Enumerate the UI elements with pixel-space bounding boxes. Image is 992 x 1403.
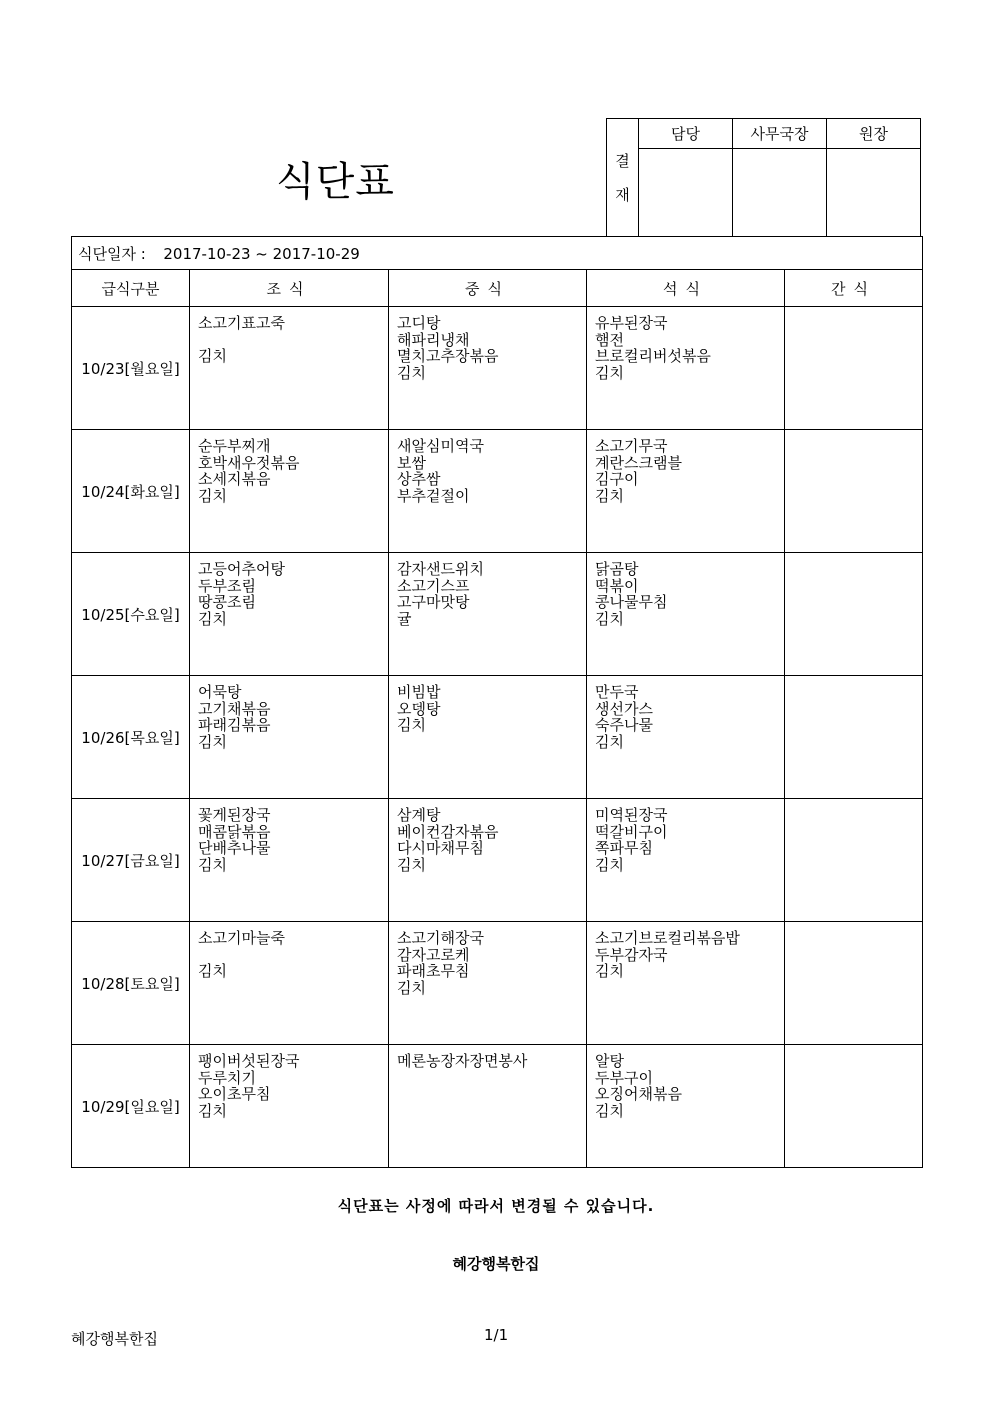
breakfast-cell — [190, 676, 389, 799]
menu-item: 김치 — [595, 732, 624, 751]
approval-sign-manager — [639, 149, 733, 237]
menu-item: 메론농장자장면봉사 — [397, 1052, 528, 1070]
period-row — [72, 237, 923, 270]
menu-item: 김치 — [595, 363, 624, 382]
menu-item: 김치 — [595, 1101, 624, 1120]
lunch-cell — [389, 922, 587, 1045]
menu-item: 두루치기 — [198, 1068, 256, 1087]
dinner-cell — [587, 799, 785, 922]
menu-item: 소고기표고죽 — [198, 314, 285, 332]
menu-table — [71, 236, 923, 1168]
menu-item: 보쌈 — [397, 453, 426, 472]
menu-item — [198, 947, 388, 964]
menu-item: 생선가스 — [595, 699, 653, 718]
snack-cell — [785, 553, 923, 676]
menu-item: 고구마맛탕 — [397, 593, 470, 611]
menu-item: 다시마채무침 — [397, 839, 484, 857]
page-number: 1/1 — [484, 1326, 509, 1344]
menu-item: 김치 — [595, 486, 624, 505]
menu-item: 계란스크램블 — [595, 453, 682, 472]
approval-sign-director — [827, 149, 921, 237]
menu-item: 미역된장국 — [595, 806, 668, 824]
menu-item: 고디탕 — [397, 314, 441, 332]
day-row — [72, 307, 923, 430]
change-notice: 식단표는 사정에 따라서 변경될 수 있습니다. — [337, 1197, 655, 1215]
lunch-cell — [389, 799, 587, 922]
menu-item: 김치 — [198, 347, 227, 365]
menu-item: 꽃게된장국 — [198, 806, 271, 824]
column-header-snack: 간식 — [785, 270, 923, 307]
menu-item: 브로컬리버섯볶음 — [595, 347, 711, 365]
menu-item: 소고기스프 — [397, 576, 470, 595]
menu-item: 쪽파무침 — [595, 839, 653, 857]
day-label: 10/27[금요일] — [72, 799, 190, 922]
dinner-cell — [587, 307, 785, 430]
approval-label-line2: 재 — [615, 185, 630, 204]
menu-item: 김치 — [397, 716, 426, 734]
menu-item: 단배추나물 — [198, 839, 271, 857]
menu-item: 고기채볶음 — [198, 699, 271, 718]
snack-cell — [785, 922, 923, 1045]
approval-sign-secretary — [733, 149, 827, 237]
menu-item: 소고기무국 — [595, 437, 668, 455]
snack-cell — [785, 1045, 923, 1168]
menu-item: 팽이버섯된장국 — [198, 1052, 300, 1070]
menu-item: 김치 — [198, 1101, 227, 1120]
menu-item: 김치 — [397, 363, 426, 382]
menu-item: 어묵탕 — [198, 683, 242, 701]
menu-item: 베이컨감자볶음 — [397, 822, 499, 841]
column-header-lunch: 중식 — [389, 270, 587, 307]
approval-label-line1: 결 — [615, 151, 630, 170]
menu-item: 오뎅탕 — [397, 699, 441, 718]
column-header-dinner: 석식 — [587, 270, 785, 307]
menu-item: 김치 — [397, 855, 426, 874]
menu-item: 콩나물무침 — [595, 593, 668, 611]
lunch-cell — [389, 307, 587, 430]
day-row — [72, 922, 923, 1045]
breakfast-cell — [190, 1045, 389, 1168]
menu-item: 만두국 — [595, 683, 639, 701]
menu-item: 오이초무침 — [198, 1085, 271, 1103]
menu-item: 상추쌈 — [397, 470, 441, 488]
menu-item: 두부구이 — [595, 1068, 653, 1087]
page-title: 식단표 — [276, 159, 395, 205]
day-label: 10/24[화요일] — [72, 430, 190, 553]
breakfast-cell — [190, 553, 389, 676]
menu-item: 김치 — [397, 978, 426, 997]
approval-box — [606, 118, 921, 237]
column-header-category: 급식구분 — [72, 270, 190, 307]
snack-cell — [785, 307, 923, 430]
menu-item: 알탕 — [595, 1052, 624, 1070]
breakfast-cell — [190, 922, 389, 1045]
menu-item: 닭곰탕 — [595, 560, 639, 578]
breakfast-cell — [190, 307, 389, 430]
menu-item: 햄전 — [595, 330, 624, 349]
approval-role-manager: 담당 — [639, 119, 733, 149]
day-row — [72, 1045, 923, 1168]
menu-item: 땅콩조림 — [198, 593, 256, 611]
snack-cell — [785, 676, 923, 799]
lunch-cell — [389, 1045, 587, 1168]
menu-item: 떡갈비구이 — [595, 822, 668, 841]
day-label: 10/25[수요일] — [72, 553, 190, 676]
menu-item: 김구이 — [595, 470, 639, 488]
menu-item: 오징어채볶음 — [595, 1085, 682, 1103]
dinner-cell — [587, 553, 785, 676]
menu-item: 귤 — [397, 609, 412, 628]
menu-item: 김치 — [595, 609, 624, 628]
menu-item: 소세지볶음 — [198, 470, 271, 488]
dinner-cell — [587, 676, 785, 799]
menu-item: 순두부찌개 — [198, 437, 271, 455]
approval-role-secretary: 사무국장 — [733, 119, 827, 149]
snack-cell — [785, 430, 923, 553]
menu-item: 소고기해장국 — [397, 929, 484, 947]
menu-item: 매콤닭볶음 — [198, 822, 271, 841]
lunch-cell — [389, 676, 587, 799]
day-label: 10/28[토요일] — [72, 922, 190, 1045]
approval-label — [607, 119, 639, 237]
menu-item: 김치 — [198, 609, 227, 628]
menu-item: 김치 — [595, 962, 624, 980]
menu-item: 고등어추어탕 — [198, 560, 285, 578]
day-label: 10/23[월요일] — [72, 307, 190, 430]
breakfast-cell — [190, 430, 389, 553]
menu-item: 소고기마늘죽 — [198, 929, 285, 947]
day-row — [72, 799, 923, 922]
snack-cell — [785, 799, 923, 922]
menu-item: 감자고로케 — [397, 945, 470, 964]
menu-item: 떡볶이 — [595, 576, 639, 595]
menu-item: 호박새우젓볶음 — [198, 453, 300, 472]
menu-item: 김치 — [595, 855, 624, 874]
day-row — [72, 430, 923, 553]
menu-item: 두부조림 — [198, 576, 256, 595]
day-row — [72, 676, 923, 799]
day-row — [72, 553, 923, 676]
menu-item: 김치 — [198, 855, 227, 874]
menu-item: 비빔밥 — [397, 683, 441, 701]
menu-item: 멸치고추장볶음 — [397, 347, 499, 365]
dinner-cell — [587, 1045, 785, 1168]
footer-organization: 혜강행복한집 — [71, 1330, 158, 1348]
menu-item: 숙주나물 — [595, 716, 653, 734]
lunch-cell — [389, 553, 587, 676]
menu-item: 삼계탕 — [397, 806, 441, 824]
breakfast-cell — [190, 799, 389, 922]
menu-item: 김치 — [198, 732, 227, 751]
menu-item: 김치 — [198, 962, 227, 980]
dinner-cell — [587, 922, 785, 1045]
menu-item: 파래초무침 — [397, 962, 470, 980]
day-label: 10/26[목요일] — [72, 676, 190, 799]
menu-item: 감자샌드위치 — [397, 560, 484, 578]
day-label: 10/29[일요일] — [72, 1045, 190, 1168]
menu-item: 김치 — [198, 486, 227, 505]
menu-item — [198, 332, 388, 349]
menu-item: 소고기브로컬리볶음밥 — [595, 929, 740, 947]
menu-item: 파래김볶음 — [198, 716, 271, 734]
organization-name: 혜강행복한집 — [452, 1255, 540, 1273]
menu-item: 유부된장국 — [595, 314, 668, 332]
menu-item: 새알심미역국 — [397, 437, 484, 455]
approval-role-director: 원장 — [827, 119, 921, 149]
period-range: 2017-10-23 ~ 2017-10-29 — [163, 244, 360, 263]
period-label: 식단일자 : — [78, 244, 146, 263]
lunch-cell — [389, 430, 587, 553]
menu-item: 두부감자국 — [595, 945, 668, 964]
dinner-cell — [587, 430, 785, 553]
column-header-breakfast: 조식 — [190, 270, 389, 307]
menu-item: 부추겉절이 — [397, 486, 470, 505]
menu-item: 해파리냉채 — [397, 330, 470, 349]
